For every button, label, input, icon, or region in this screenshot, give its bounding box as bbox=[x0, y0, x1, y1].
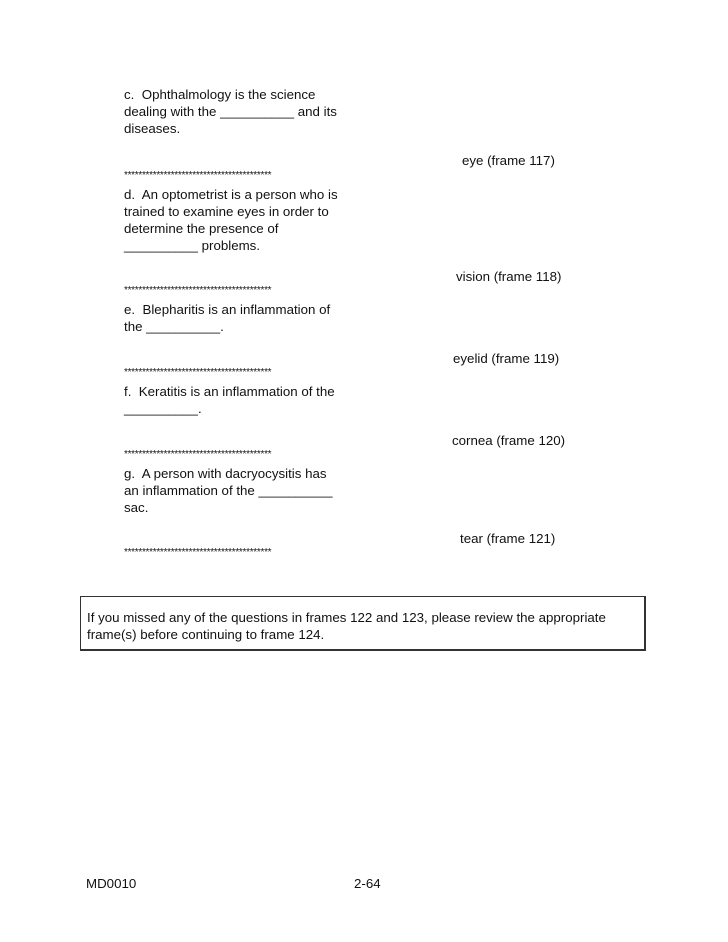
review-note-box bbox=[80, 596, 646, 651]
question-e: e. Blepharitis is an inflammation of the __________. bbox=[124, 302, 331, 334]
separator-stars: ***************************************** bbox=[124, 171, 272, 181]
answer-e: eyelid (frame 119) bbox=[453, 351, 560, 366]
separator-stars: ***************************************** bbox=[124, 450, 272, 460]
question-d: d. An optometrist is a person who is trained to examine eyes in order to determine the presence of __________ problems. bbox=[124, 187, 338, 253]
question-f: f. Keratitis is an inflammation of the __________. bbox=[124, 384, 335, 416]
answer-d: vision (frame 118) bbox=[456, 269, 562, 284]
question-c: c. Ophthalmology is the science dealing with the __________ and its diseases. bbox=[124, 87, 337, 136]
separator-stars: ***************************************** bbox=[124, 548, 272, 558]
answer-g: tear (frame 121) bbox=[460, 531, 556, 546]
separator-stars: ***************************************** bbox=[124, 286, 272, 296]
question-g: g. A person with dacryocysitis has an inflammation of the __________ sac. bbox=[124, 466, 333, 515]
review-note-text: If you missed any of the questions in frames 122 and 123, please review the appropriate frame(s) before continuing to frame 124. bbox=[87, 610, 606, 642]
answer-c: eye (frame 117) bbox=[462, 153, 555, 168]
footer-page-number: 2-64 bbox=[354, 876, 381, 891]
footer-doc-id: MD0010 bbox=[86, 876, 137, 891]
separator-stars: ***************************************** bbox=[124, 368, 272, 378]
answer-f: cornea (frame 120) bbox=[452, 433, 566, 448]
